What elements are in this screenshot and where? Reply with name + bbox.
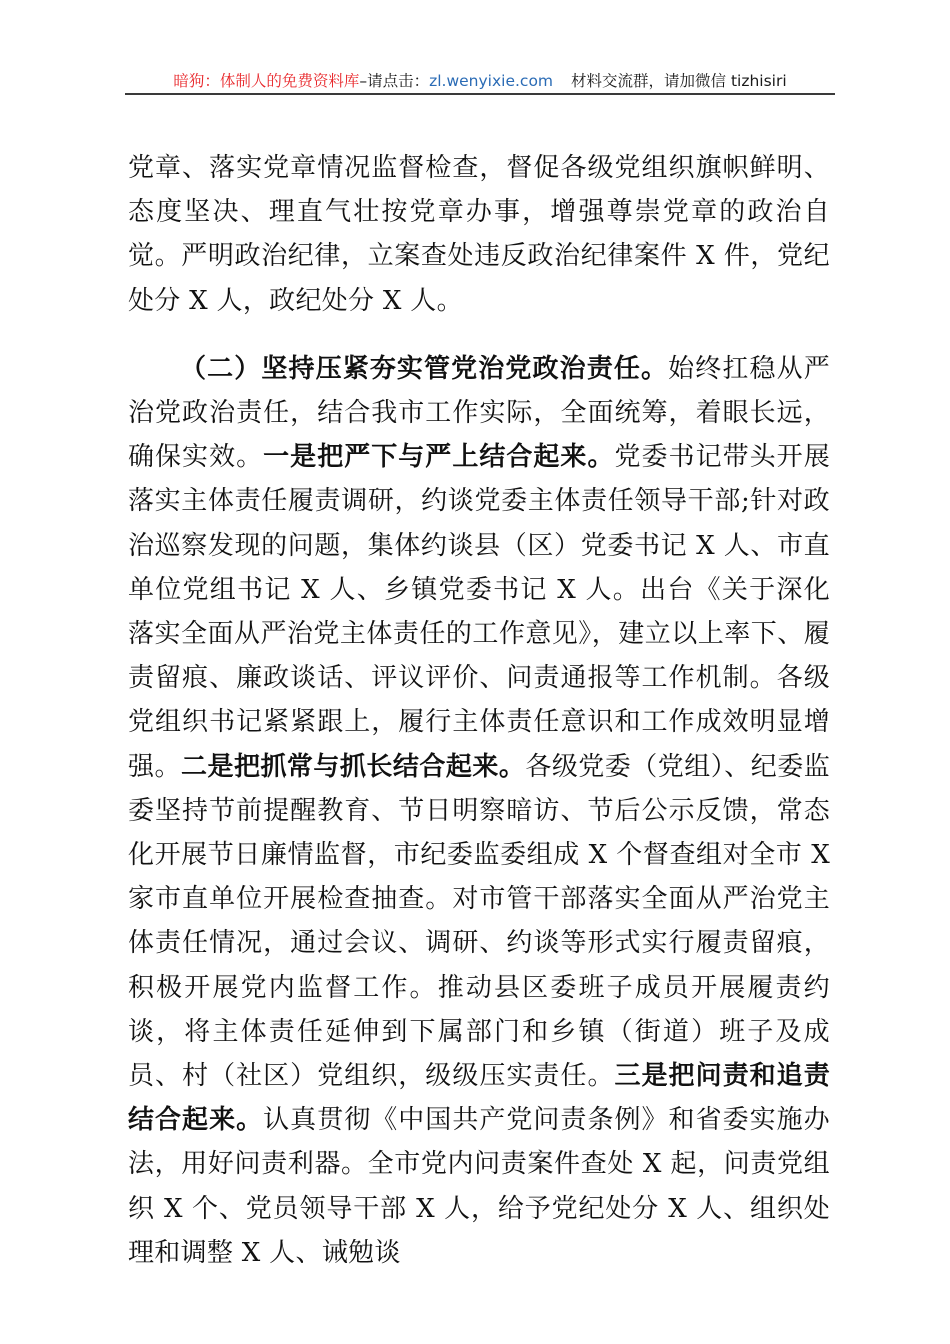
contact-info: 材料交流群，请加微信 tizhisiri — [571, 72, 787, 90]
point-1-text: 党委书记带头开展落实主体责任履责调研，约谈党委主体责任领导干部;针对政治巡察发现的问题，集体约谈县（区）党委书记 X 人、市直单位党组书记 X 人、乡镇党委书记 X 人。出台《关于深化落实全面从严治党主体责任的工作意见》，建立以上率下、履责留痕、廉政谈话、评议评价、问责通报等工作机制。各级党组织书记紧紧跟上，履行主体责任意识和工作成效明显增强。 — [128, 442, 830, 782]
section-heading: （二）坚持压紧夯实管党治党政治责任。 — [180, 353, 669, 384]
section-intro: 始终扛稳从严治党政治责任，结合我市工作实际，全面统筹，着眼长远，确保实效。 — [128, 353, 830, 473]
header-divider — [125, 93, 835, 95]
paragraph-2 — [128, 347, 830, 1275]
click-prompt: –请点击： — [359, 72, 430, 90]
point-2-title: 二是把抓常与抓长结合起来。 — [180, 751, 526, 782]
site-link[interactable]: zl.wenyixie.com — [429, 72, 554, 90]
point-2-text: 各级党委（党组）、纪委监委坚持节前提醒教育、节日明察暗访、节后公示反馈，常态化开展节日廉情监督，市纪委监委组成 X 个督查组对全市 X 家市直单位开展检查抽查。对市管干部落实全面从严治党主体责任情况，通过会议、调研、约谈等形式实行履责留痕，积极开展党内监督工作。推动县区委班子成员开展履责约谈，将主体责任延伸到下属部门和乡镇（街道）班子及成员、村（社区）党组织，级级压实责任。 — [128, 751, 830, 1092]
point-3-text: 认真贯彻《中国共产党问责条例》和省委实施办法，用好问责利器。全市党内问责案件查处 X 起，问责党组织 X 个、党员领导干部 X 人，给予党纪处分 X 人、组织处理和调整 X 人、诫勉谈 — [128, 1105, 830, 1268]
document-body — [128, 146, 830, 1275]
point-1-title: 一是把严下与严上结合起来。 — [263, 442, 615, 473]
document-header — [125, 68, 835, 94]
site-name: 暗狗：体制人的免费资料库 — [173, 72, 360, 90]
point-3-title: 三是把问责和追责结合起来。 — [128, 1061, 830, 1136]
paragraph-1: 党章、落实党章情况监督检查，督促各级党组织旗帜鲜明、态度坚决、理直气壮按党章办事，增强尊崇党章的政治自觉。严明政治纪律，立案查处违反政治纪律案件 X 件，党纪处分 X 人，政纪处分 X 人。 — [128, 153, 830, 316]
